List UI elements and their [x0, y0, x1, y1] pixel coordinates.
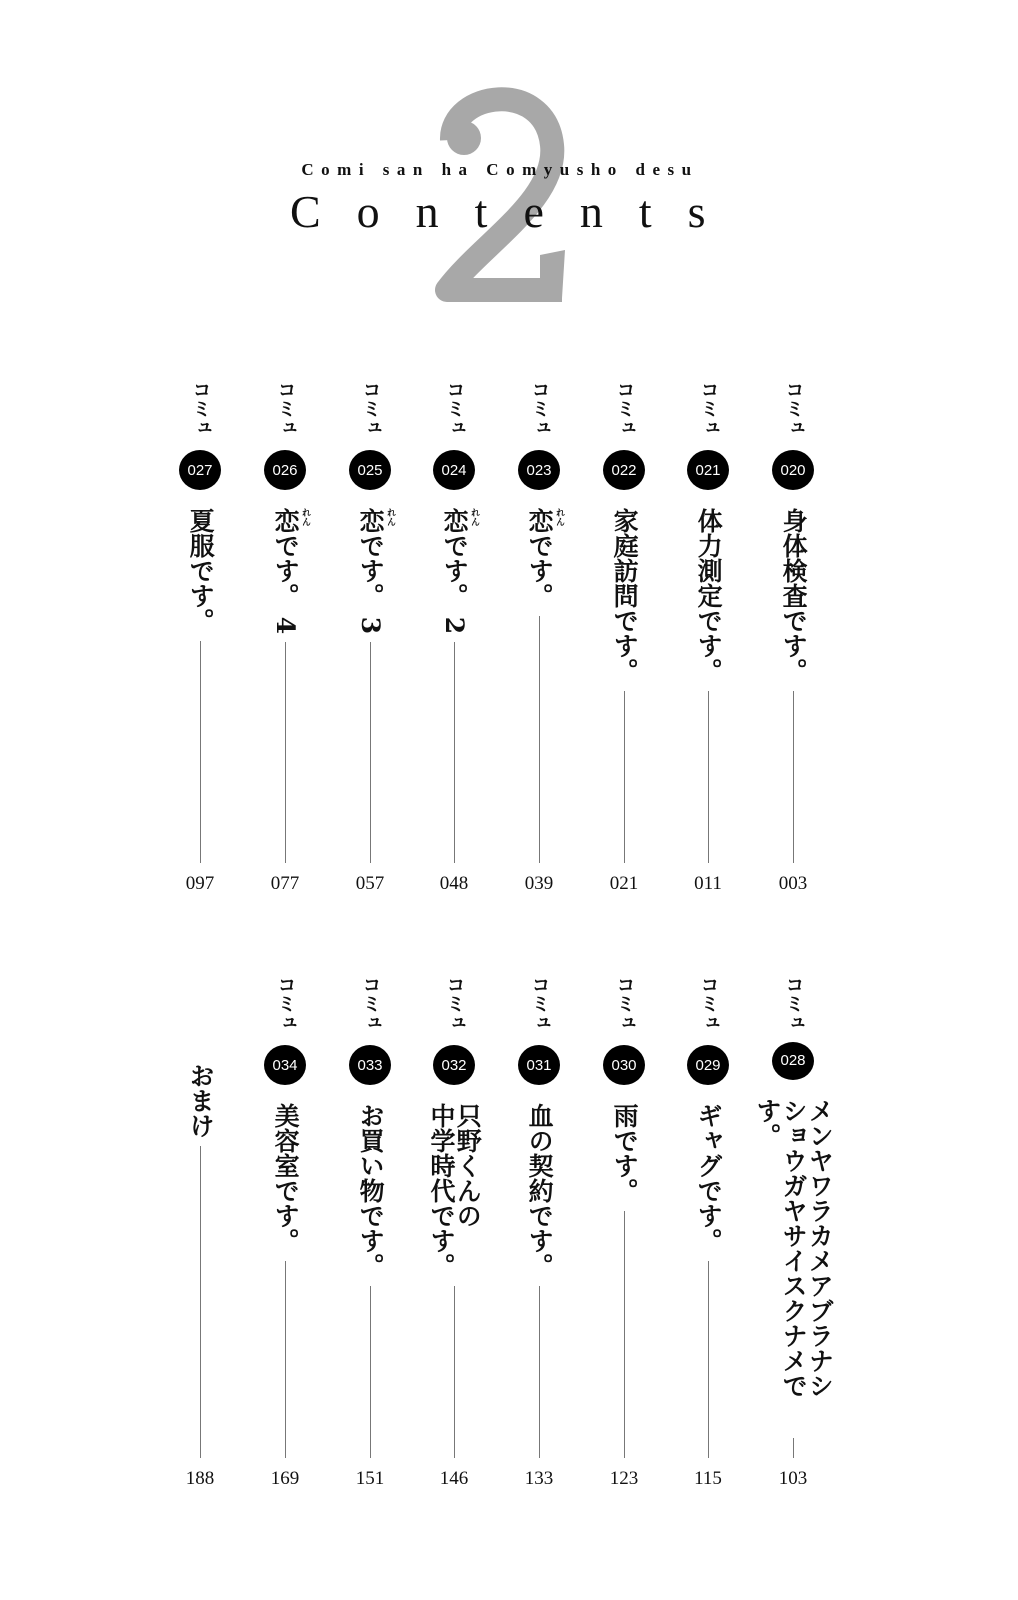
- chapter-label: コミュ: [274, 975, 297, 1032]
- chapter-number-badge: 025: [349, 450, 391, 490]
- chapter-number-badge: 022: [603, 450, 645, 490]
- page-number: 103: [778, 1468, 808, 1489]
- toc-entry[interactable]: [335, 380, 405, 895]
- leader-line: [708, 1261, 709, 1458]
- furigana: れん: [554, 508, 564, 526]
- chapter-label: コミュ: [443, 975, 466, 1032]
- chapter-label: コミュ: [782, 975, 805, 1032]
- page-number: 003: [778, 873, 808, 894]
- leader-line: [285, 1261, 286, 1458]
- toc-entry[interactable]: [752, 975, 835, 1490]
- toc-entry[interactable]: [335, 975, 405, 1490]
- leader-line: [539, 616, 540, 863]
- leader-line: [793, 691, 794, 863]
- chapter-number-badge: 029: [687, 1045, 729, 1085]
- chapter-label: コミュ: [613, 380, 636, 437]
- chapter-number-badge: 030: [603, 1045, 645, 1085]
- toc-entry[interactable]: [758, 380, 828, 895]
- chapter-label: コミュ: [359, 975, 382, 1032]
- leader-line: [370, 1286, 371, 1458]
- chapter-number-badge: 026: [264, 450, 306, 490]
- contents-heading: Contents: [290, 186, 742, 237]
- chapter-label: コミュ: [782, 380, 805, 437]
- leader-line: [708, 691, 709, 863]
- toc-entry[interactable]: [165, 975, 235, 1490]
- toc-entry[interactable]: [250, 975, 320, 1490]
- leader-line: [370, 642, 371, 863]
- chapter-title: おまけ: [186, 1063, 216, 1138]
- chapter-number-badge: 028: [772, 1042, 814, 1080]
- chapter-number-badge: 027: [179, 450, 221, 490]
- chapter-number-badge: 033: [349, 1045, 391, 1085]
- leader-line: [454, 642, 455, 863]
- toc-entry[interactable]: [419, 975, 489, 1490]
- leader-line: [200, 641, 201, 863]
- chapter-label: コミュ: [697, 975, 720, 1032]
- page-number: 039: [524, 873, 554, 894]
- leader-line: [624, 691, 625, 863]
- leader-line: [285, 642, 286, 863]
- toc-entry[interactable]: [504, 975, 574, 1490]
- chapter-title: 身体検査です。: [779, 508, 809, 683]
- chapter-title: 恋です。 4: [271, 508, 301, 635]
- toc-entry[interactable]: [250, 380, 320, 895]
- toc-entry[interactable]: [673, 380, 743, 895]
- chapter-number-badge: 032: [433, 1045, 475, 1085]
- chapter-label: コミュ: [274, 380, 297, 437]
- page-number: 077: [270, 873, 300, 894]
- chapter-title: 家庭訪問です。: [610, 508, 640, 683]
- chapter-number-badge: 023: [518, 450, 560, 490]
- leader-line: [200, 1146, 201, 1458]
- chapter-title: 美容室です。: [271, 1103, 301, 1253]
- chapter-title: メンヤワラカメアブラナシ ショウガヤサイスクナメです。: [752, 1097, 835, 1398]
- page-number: 021: [609, 873, 639, 894]
- furigana: れん: [385, 508, 395, 526]
- chapter-title: 体力測定です。: [694, 508, 724, 683]
- chapter-label: コミュ: [697, 380, 720, 437]
- page-number: 133: [524, 1468, 554, 1489]
- chapter-number-badge: 034: [264, 1045, 306, 1085]
- toc-entry[interactable]: [419, 380, 489, 895]
- page-number: 151: [355, 1468, 385, 1489]
- page-number: 146: [439, 1468, 469, 1489]
- page-number: 123: [609, 1468, 639, 1489]
- chapter-number-badge: 024: [433, 450, 475, 490]
- furigana: れん: [300, 508, 310, 526]
- toc-entry[interactable]: [589, 975, 659, 1490]
- chapter-label: コミュ: [359, 380, 382, 437]
- leader-line: [539, 1286, 540, 1458]
- chapter-label: コミュ: [613, 975, 636, 1032]
- chapter-label: コミュ: [443, 380, 466, 437]
- chapter-title: 恋です。 2: [440, 508, 470, 635]
- chapter-title: 恋です。 3: [356, 508, 386, 635]
- chapter-number-badge: 021: [687, 450, 729, 490]
- page-number: 057: [355, 873, 385, 894]
- toc-entry[interactable]: [673, 975, 743, 1490]
- page-number: 169: [270, 1468, 300, 1489]
- chapter-title: 雨です。: [610, 1103, 640, 1203]
- chapter-title: ギャグです。: [694, 1103, 724, 1253]
- page-number: 188: [185, 1468, 215, 1489]
- toc-entry[interactable]: [504, 380, 574, 895]
- toc-entry[interactable]: [165, 380, 235, 895]
- leader-line: [793, 1438, 794, 1458]
- chapter-number-badge: 020: [772, 450, 814, 490]
- leader-line: [454, 1286, 455, 1458]
- chapter-title: 血の契約です。: [525, 1103, 555, 1278]
- chapter-label: コミュ: [528, 975, 551, 1032]
- page-number: 097: [185, 873, 215, 894]
- page-number: 011: [694, 873, 722, 894]
- chapter-label: コミュ: [189, 380, 212, 437]
- page-number: 048: [439, 873, 469, 894]
- leader-line: [624, 1211, 625, 1458]
- page-number: 115: [694, 1468, 722, 1489]
- chapter-number-badge: 031: [518, 1045, 560, 1085]
- furigana: れん: [469, 508, 479, 526]
- series-subtitle: Comi san ha Comyusho desu: [301, 160, 699, 179]
- chapter-title: お買い物です。: [356, 1103, 386, 1278]
- chapter-label: コミュ: [528, 380, 551, 437]
- toc-entry[interactable]: [589, 380, 659, 895]
- chapter-title: 恋です。: [525, 508, 555, 608]
- chapter-title: 只野くんの 中学時代です。: [427, 1103, 483, 1278]
- chapter-title: 夏服です。: [186, 508, 216, 633]
